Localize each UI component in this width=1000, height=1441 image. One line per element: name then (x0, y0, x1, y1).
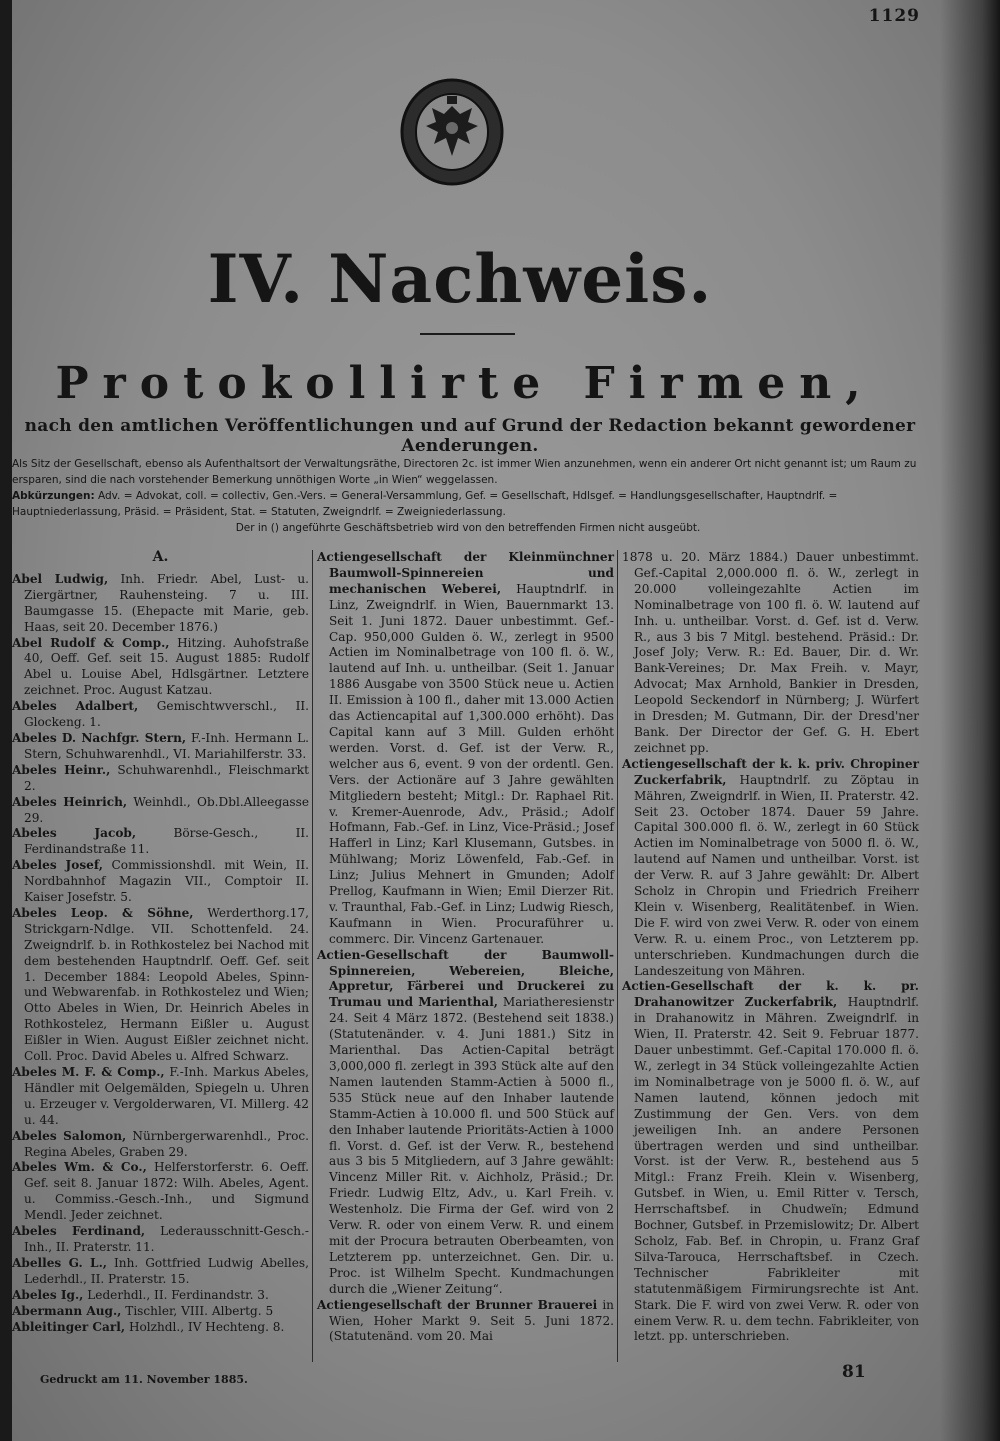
firm-entry (12, 1320, 309, 1336)
firm-name: Actiengesellschaft der Kleinmünchner Baumwoll-Spinnereien und mechanischen Weberei, (317, 550, 614, 596)
firm-details: Lederhdl., II. Ferdinandstr. 3. (87, 1287, 269, 1302)
firm-entry (12, 731, 309, 763)
note-seat: Als Sitz der Gesellschaft, ebenso als Aufenthaltsort der Verwaltungsräthe, Directoren 2c. ist immer Wien anzunehmen, wenn ein anderer Ort nicht genannt ist; um Raum zu ersparen, sind die nach vorstehender Bemerkung unnöthigen Worte „in Wien“ weggelassen. (12, 458, 917, 486)
firm-entry (622, 550, 919, 757)
firm-entry (317, 948, 614, 1298)
section-subtitle: Protokollirte Firmen, (55, 358, 875, 409)
firm-details: Gemischtwverschl., II. Glockeng. 1. (24, 699, 309, 730)
firm-details: F.-Inh. Hermann L. Stern, Schuhwarenhdl., VI. Mariahilferstr. 33. (24, 730, 309, 761)
column-divider (312, 550, 313, 1362)
firm-name: Abermann Aug., (12, 1303, 122, 1318)
firm-name: Actien-Gesellschaft der Baumwoll-Spinnereien, Webereien, Bleiche, Appretur, Färberei und Druckerei zu Trumau und Marienthal, (317, 947, 614, 1010)
abbreviations-label: Abkürzungen: (12, 490, 95, 502)
firm-name: Abeles M. F. & Comp., (12, 1065, 165, 1079)
firm-details: Helferstorferstr. 6. Oeff. Gef. seit 8. Januar 1872: Wilh. Abeles, Agent. u. Commiss.-Gesch.-Inh., und Sigmund Mendl. Jeder zeichnet. (24, 1160, 309, 1223)
firm-entry (12, 763, 309, 795)
firm-entry (12, 1256, 309, 1288)
firm-name: Actien-Gesellschaft der k. k. pr. Drahanowitzer Zuckerfabrik, (622, 979, 919, 1010)
firm-name: Abeles Wm. & Co., (12, 1160, 147, 1175)
firm-name: Abeles Heinrich, (12, 794, 128, 809)
firm-entry (622, 979, 919, 1345)
column-3 (622, 550, 919, 1345)
imperial-eagle-stamp-icon (398, 78, 506, 186)
note-brackets: Der in () angeführte Geschäftsbetrieb wird von den betreffenden Firmen nicht ausgeübt. (235, 522, 701, 534)
firm-name: Abeles Ferdinand, (12, 1224, 146, 1239)
scan-edge-left (0, 0, 12, 1441)
firm-name: Abeles Leop. & Söhne, (12, 905, 194, 920)
section-title: IV. Nachweis. (207, 240, 713, 318)
firm-details: Werderthorg.17, Strickgarn-Ndlge. VII. Schottenfeld. 24. Zweigndrlf. b. in Rothkostelez bei Nachod mit dem bestehenden Hauptndrlf. Oeff. Gef. seit 1. December 1884: Leopold Abeles, Spinn- und Webwarenfab. in Rothkostelez und Wien; Otto Abeles in Wien, Dr. Heinrich Abeles in Rothkostelez, Hermann Eißler u. August Eißler in Wien. August Eißler zeichnet nicht. Coll. Proc. David Abeles u. Alfred Schwarz. (24, 905, 309, 1064)
entry-list (317, 550, 614, 1345)
firm-details: Hauptndrlf. in Drahanowitz in Mähren. Zweigndrlf. in Wien, II. Praterstr. 42. Seit 9. Februar 1877. Dauer unbestimmt. Gef.-Capital 170.000 fl. ö. W., zerlegt in 34 Stück volleingezahlte Actien im Nominalbetrage von je 5000 fl. ö. W., auf Namen lautend, können jedoch mit Zustimmung der Gen. Vers. von dem jeweiligen Inh. an andere Personen übertragen werden und sind untheilbar. Vorst. ist der Verw. R., bestehend aus 5 Mitgl.: Franz Freih. Klein v. Wisenberg, Gutsbef. in Wien, u. Emil Ritter v. Tersch, Herrschaftsbef. in Chudweïn; Edmund Bochner, Gutsbef. in Przemislowitz; Dr. Albert Scholz, Fab. Bef. in Chropin, u. Franz Graf Silva-Tarouca, Herrschaftsbef. in Czech. Technischer Fabrikleiter mit statutenmäßigem Firmirungsrechte ist Ant. Stark. Die F. wird von zwei Verw. R. oder von einem Verw. R. u. dem techn. Fabrikleiter, von letzt. pp. unterschrieben. (634, 995, 919, 1344)
firm-details: Mariatheresienstr 24. Seit 4 März 1872. (Bestehend seit 1838.) (Statutenänder. v. 4. Juni 1881.) Sitz in Marienthal. Das Actien-Capital beträgt 3,000,000 fl. zerlegt in 393 Stück alte auf den Namen lautenden Stamm-Actien à 5000 fl., 535 Stück neue auf den Inhaber lautende Stamm-Actien à 10.000 fl. und 500 Stück auf den Inhaber lautende Prioritäts-Actien à 1000 fl. Vorst. d. Gef. ist der Verw. R., bestehend aus 3 bis 5 Mitgliedern, auf 3 Jahre gewählt: Vincenz Miller Rit. v. Aichholz, Präsid.; Dr. Friedr. Ludwig Eltz, Adv., u. Karl Freih. v. Westenholz. Die Firma der Gef. wird von 2 Verw. R. oder von einem Verw. R. und einem mit der Procura betrauten Oberbeamten, von Letzterem pp. unterzeichnet. Gen. Dir. u. Proc. ist Wilhelm Specht. Kundmachungen durch die „Wiener Zeitung“. (329, 995, 614, 1296)
firm-entry (12, 1288, 309, 1304)
firm-name: Abeles Salomon, (12, 1128, 127, 1143)
firm-details: 1878 u. 20. März 1884.) Dauer unbestimmt. Gef.-Capital 2,000.000 fl. ö. W., zerlegt in 20.000 volleingezahlte Actien im Nominalbetrage von 100 fl. ö. W. lautend auf Inh. u. untheilbar. Vorst. d. Gef. ist d. Verw. R., aus 3 bis 7 Mitgl. bestehend. Präsid.: Dr. Josef Joly; Verw. R.: Ed. Bauer, Dir. d. Wr. Bank-Vereines; Dr. Max Freih. v. Mayr, Advocat; Max Arnhold, Bankier in Dresden, Leopold Seckendorf in Nürnberg; J. Würfert in Dresden; M. Gutmann, Dir. der Dresd'ner Bank. Der Director der Gef. G. H. Ebert zeichnet pp. (622, 550, 919, 755)
firm-entry (12, 1224, 309, 1256)
firm-entry (317, 1298, 614, 1346)
firm-details: Weinhdl., Ob.Dbl.Alleegasse 29. (24, 794, 309, 825)
firm-name: Abeles Heinr., (12, 762, 111, 777)
print-date: Gedruckt am 11. November 1885. (40, 1373, 248, 1386)
editorial-notes (12, 456, 924, 536)
firm-name: Abeles D. Nachfgr. Stern, (12, 730, 187, 745)
firm-details: Hitzing. Auhofstraße 40, Oeff. Gef. seit 15. August 1885: Rudolf Abel u. Louise Abel, Hdlsgärtner. Letztere zeichnet. Proc. August Katzau. (24, 635, 309, 698)
column-2 (317, 550, 614, 1345)
firm-name: Abel Ludwig, (12, 571, 109, 586)
firm-details: Inh. Gottfried Ludwig Abelles, Lederhdl., II. Praterstr. 15. (24, 1255, 309, 1286)
scan-edge-right (940, 0, 1000, 1441)
firm-name: Actiengesellschaft der k. k. priv. Chropiner Zuckerfabrik, (622, 756, 919, 787)
firm-details: Schuhwarenhdl., Fleischmarkt 2. (24, 762, 309, 793)
abbreviations-text: Adv. = Advokat, coll. = collectiv, Gen.-Vers. = General-Versammlung, Gef. = Gesellschaft, Hdlsgef. = Handlungsgesellschafter, Hauptndrlf. = Hauptniederlassung, Präsid. = Präsident, Stat. = Statuten, Zweigndrlf. = Zweigniederlassung. (12, 490, 838, 518)
firm-entry (622, 757, 919, 980)
sheet-number: 81 (842, 1362, 866, 1382)
firm-entry (12, 858, 309, 906)
firm-entry (12, 906, 309, 1065)
entry-list (12, 572, 309, 1336)
firm-details: Commissionshdl. mit Wein, II. Nordbahnhof Magazin VII., Comptoir II. Kaiser Josefstr. 5. (24, 858, 309, 905)
firm-entry (12, 572, 309, 636)
page-number: 1129 (868, 6, 920, 26)
firm-name: Ableitinger Carl, (12, 1319, 126, 1334)
firm-details: Hauptndrlf. in Linz, Zweigndrlf. in Wien, Bauernmarkt 13. Seit 1. Juni 1872. Dauer unbestimmt. Gef.-Cap. 950,000 Gulden ö. W., zerlegt in 9500 Actien im Nominalbetrage von 100 fl. ö. W., lautend auf Inh. u. untheilbar. (Seit 1. Januar 1886 Ausgabe von 3500 Stück neue u. Actien II. Emission à 100 fl., daher mit 13.000 Actien das Actiencapital auf 1,300.000 erhöht). Das Capital kann auf 3 Mill. Gulden erhöht werden. Vorst. d. Gef. ist der Verw. R., welcher aus 6, event. 9 von der ordentl. Gen. Vers. der Actionäre auf 3 Jahre gewählten Mitgliedern besteht; Mitgl.: Dr. Raphael Rit. v. Kremer-Auenrode, Adv., Präsid.; Adolf Hofmann, Fab.-Gef. in Linz, Vice-Präsid.; Josef Hafferl in Linz; Karl Klusemann, Gutsbes. in Mühlwang; Moriz Löwenfeld, Fab.-Gef. in Linz; Julius Mehnert in Gmunden; Adolf Prellog, Kaufmann in Wien; Emil Dierzer Rit. v. Traunthal, Fab.-Gef. in Linz; Ludwig Riesch, Kaufmann in Wien. Procuraführer u. commerc. Dir. Vincenz Gartenauer. (329, 581, 614, 946)
firm-entry (12, 636, 309, 700)
firm-entry (12, 699, 309, 731)
firm-entry (12, 1129, 309, 1161)
firm-name: Abelles G. L., (12, 1255, 107, 1270)
firm-details: F.-Inh. Markus Abeles, Händler mit Oelgemälden, Spiegeln u. Uhren u. Erzeuger v. Vergolderwaren, VI. Millerg. 42 u. 44. (24, 1065, 310, 1127)
column-divider (617, 550, 618, 1362)
firm-entry (12, 1160, 309, 1224)
firm-name: Abeles Ig., (12, 1287, 84, 1302)
firm-entry (317, 550, 614, 948)
firm-details: Hauptndrlf. zu Zöptau in Mähren, Zweigndrlf. in Wien, II. Praterstr. 42. Seit 23. October 1874. Dauer 59 Jahre. Capital 300.000 fl. ö. W., zerlegt in 60 Stück Actien im Nominalbetrage von 5000 fl. ö. W., lautend auf Namen und untheilbar. Vorst. ist der Verw. R. auf 3 Jahre gewählt: Dr. Albert Scholz in Chropin und Friedrich Freiherr Klein v. Wisenberg, Realitätenbef. in Wien. Die F. wird von zwei Verw. R. oder von einem Verw. R. u. einem Proc., von Letzterem pp. unterschrieben. Kundmachungen durch die Landeszeitung von Mähren. (634, 772, 919, 978)
column-1 (12, 550, 309, 1335)
letter-heading: A. (152, 549, 169, 565)
section-subline: nach den amtlichen Veröffentlichungen und auf Grund der Redaction bekannt gewordener Aenderungen. (24, 416, 916, 456)
firm-listing (12, 550, 932, 1370)
firm-details: in Wien, Hoher Markt 9. Seit 5. Juni 1872. (Statutenänd. vom 20. Mai (329, 1297, 614, 1344)
firm-details: Nürnbergerwarenhdl., Proc. Regina Abeles, Graben 29. (24, 1128, 309, 1159)
firm-name: Actiengesellschaft der Brunner Brauerei (317, 1297, 598, 1312)
firm-name: Abel Rudolf & Comp., (12, 635, 170, 650)
firm-entry (12, 1065, 309, 1129)
firm-name: Abeles Jacob, (12, 826, 137, 841)
entry-list (622, 550, 919, 1345)
firm-name: Abeles Adalbert, (12, 699, 139, 714)
firm-entry (12, 826, 309, 858)
firm-entry (12, 1304, 309, 1320)
firm-details: Börse-Gesch., II. Ferdinandstraße 11. (24, 826, 309, 857)
firm-details: Tischler, VIII. Albertg. 5 (125, 1303, 274, 1318)
firm-entry (12, 795, 309, 827)
firm-details: Holzhdl., IV Hechteng. 8. (128, 1319, 285, 1334)
firm-name: Abeles Josef, (12, 858, 103, 873)
firm-details: Lederausschnitt-Gesch.-Inh., II. Praterstr. 11. (24, 1224, 309, 1254)
firm-details: Inh. Friedr. Abel, Lust- u. Ziergärtner, Rauhensteing. 7 u. III. Baumgasse 15. (Ehepacte mit Marie, geb. Haas, seit 20. December 1876.) (24, 571, 309, 634)
note-abbreviations (12, 488, 924, 520)
title-divider (420, 333, 515, 335)
